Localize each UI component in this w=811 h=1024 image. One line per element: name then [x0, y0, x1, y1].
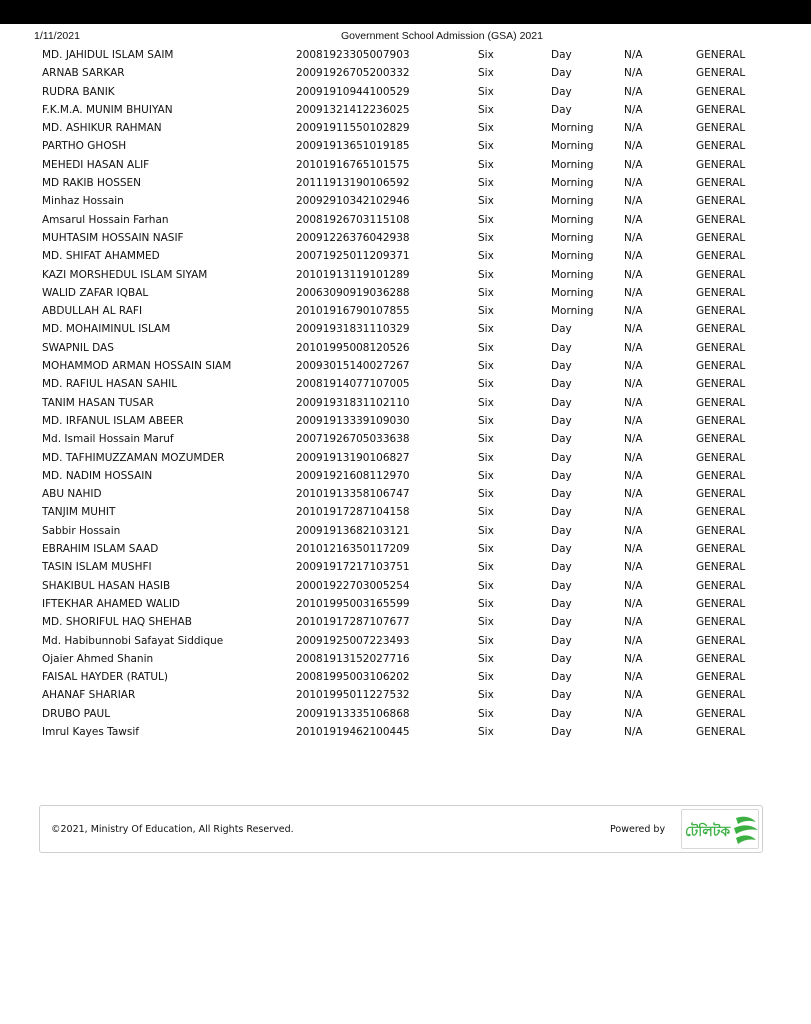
category-value: GENERAL — [696, 103, 746, 116]
shift-value: Day — [551, 469, 572, 482]
category-value: GENERAL — [696, 707, 746, 720]
roll-number: 20091921608112970 — [296, 469, 410, 482]
table-row — [0, 339, 811, 357]
student-name: Minhaz Hossain — [42, 195, 124, 208]
student-name: PARTHO GHOSH — [42, 140, 127, 153]
table-row — [0, 467, 811, 485]
roll-number: 20091911550102829 — [296, 122, 410, 135]
table-row — [0, 668, 811, 686]
shift-value: Day — [551, 543, 572, 556]
logo-swoosh-middle — [734, 825, 758, 834]
category-value: GENERAL — [696, 85, 746, 98]
table-row — [0, 595, 811, 613]
quota-value: N/A — [624, 177, 643, 190]
category-value: GENERAL — [696, 561, 746, 574]
shift-value: Day — [551, 561, 572, 574]
class-value: Six — [478, 725, 494, 738]
shift-value: Morning — [551, 177, 594, 190]
class-value: Six — [478, 286, 494, 299]
table-row — [0, 137, 811, 155]
quota-value: N/A — [624, 231, 643, 244]
class-value: Six — [478, 323, 494, 336]
shift-value: Day — [551, 488, 572, 501]
roll-number: 20091913335106868 — [296, 707, 410, 720]
category-value: GENERAL — [696, 250, 746, 263]
shift-value: Morning — [551, 231, 594, 244]
powered-by-text: Powered by — [610, 824, 666, 835]
student-name: MUHTASIM HOSSAIN NASIF — [42, 231, 184, 244]
quota-value: N/A — [624, 103, 643, 116]
quota-value: N/A — [624, 268, 643, 281]
roll-number: 20101913119101289 — [296, 268, 410, 281]
table-row — [0, 613, 811, 631]
category-value: GENERAL — [696, 323, 746, 336]
quota-value: N/A — [624, 414, 643, 427]
class-value: Six — [478, 616, 494, 629]
table-row — [0, 101, 811, 119]
student-name: Md. Ismail Hossain Maruf — [42, 433, 174, 446]
table-row — [0, 723, 811, 741]
table-row — [0, 577, 811, 595]
quota-value: N/A — [624, 85, 643, 98]
class-value: Six — [478, 579, 494, 592]
table-row — [0, 558, 811, 576]
class-value: Six — [478, 305, 494, 318]
table-row — [0, 686, 811, 704]
shift-value: Day — [551, 506, 572, 519]
logo-text: টেলিটক — [685, 824, 731, 840]
student-name: IFTEKHAR AHAMED WALID — [42, 597, 180, 610]
category-value: GENERAL — [696, 67, 746, 80]
shift-value: Morning — [551, 213, 594, 226]
table-row — [0, 229, 811, 247]
category-value: GENERAL — [696, 360, 746, 373]
class-value: Six — [478, 250, 494, 263]
category-value: GENERAL — [696, 231, 746, 244]
roll-number: 20091913651019185 — [296, 140, 410, 153]
quota-value: N/A — [624, 707, 643, 720]
roll-number: 20101995008120526 — [296, 341, 410, 354]
table-row — [0, 705, 811, 723]
category-value: GENERAL — [696, 195, 746, 208]
quota-value: N/A — [624, 286, 643, 299]
roll-number: 20081926703115108 — [296, 213, 410, 226]
student-name: AHANAF SHARIAR — [42, 689, 136, 702]
roll-number: 20101917287104158 — [296, 506, 410, 519]
roll-number: 20063090919036288 — [296, 286, 410, 299]
shift-value: Day — [551, 616, 572, 629]
category-value: GENERAL — [696, 396, 746, 409]
student-name: Ojaier Ahmed Shanin — [42, 652, 154, 665]
quota-value: N/A — [624, 49, 643, 61]
category-value: GENERAL — [696, 378, 746, 391]
quota-value: N/A — [624, 561, 643, 574]
table-row — [0, 83, 811, 101]
shift-value: Day — [551, 49, 572, 61]
class-value: Six — [478, 177, 494, 190]
student-name: SHAKIBUL HASAN HASIB — [42, 579, 171, 592]
shift-value: Day — [551, 579, 572, 592]
shift-value: Morning — [551, 250, 594, 263]
student-name: Sabbir Hossain — [42, 524, 121, 537]
table-row — [0, 284, 811, 302]
category-value: GENERAL — [696, 433, 746, 446]
class-value: Six — [478, 488, 494, 501]
shift-value: Day — [551, 414, 572, 427]
student-name: TANJIM MUHIT — [42, 506, 116, 519]
student-name: MD. JAHIDUL ISLAM SAIM — [42, 49, 174, 61]
table-row — [0, 46, 811, 64]
roll-number: 20101995011227532 — [296, 689, 410, 702]
roll-number: 20081914077107005 — [296, 378, 410, 391]
table-row — [0, 375, 811, 393]
quota-value: N/A — [624, 122, 643, 135]
shift-value: Day — [551, 524, 572, 537]
table-row — [0, 540, 811, 558]
table-row — [0, 650, 811, 668]
student-name: TANIM HASAN TUSAR — [42, 396, 154, 409]
logo-swoosh-top — [736, 817, 756, 824]
category-value: GENERAL — [696, 268, 746, 281]
roll-number: 20092910342102946 — [296, 195, 410, 208]
table-row — [0, 302, 811, 320]
student-name: WALID ZAFAR IQBAL — [42, 286, 149, 299]
student-name: F.K.M.A. MUNIM BHUIYAN — [42, 103, 173, 116]
table-row — [0, 522, 811, 540]
category-value: GENERAL — [696, 689, 746, 702]
category-value: GENERAL — [696, 451, 746, 464]
student-name: Imrul Kayes Tawsif — [42, 725, 139, 738]
student-name: ABDULLAH AL RAFI — [42, 305, 143, 318]
category-value: GENERAL — [696, 140, 746, 153]
class-value: Six — [478, 158, 494, 171]
quota-value: N/A — [624, 305, 643, 318]
shift-value: Morning — [551, 140, 594, 153]
quota-value: N/A — [624, 158, 643, 171]
shift-value: Day — [551, 360, 572, 373]
category-value: GENERAL — [696, 414, 746, 427]
table-row — [0, 430, 811, 448]
table-row — [0, 357, 811, 375]
category-value: GENERAL — [696, 122, 746, 135]
shift-value: Day — [551, 652, 572, 665]
shift-value: Day — [551, 67, 572, 80]
student-name: Md. Habibunnobi Safayat Siddique — [42, 634, 224, 647]
roll-number: 20091925007223493 — [296, 634, 410, 647]
page-title: Government School Admission (GSA) 2021 — [341, 30, 543, 42]
quota-value: N/A — [624, 213, 643, 226]
quota-value: N/A — [624, 323, 643, 336]
table-row — [0, 449, 811, 467]
quota-value: N/A — [624, 543, 643, 556]
shift-value: Morning — [551, 122, 594, 135]
table-row — [0, 211, 811, 229]
student-name: TASIN ISLAM MUSHFI — [42, 561, 152, 574]
class-value: Six — [478, 140, 494, 153]
top-bar — [0, 0, 811, 24]
roll-number: 20091910944100529 — [296, 85, 410, 98]
roll-number: 20091321412236025 — [296, 103, 410, 116]
student-name: KAZI MORSHEDUL ISLAM SIYAM — [42, 268, 208, 281]
roll-number: 20101995003165599 — [296, 597, 410, 610]
quota-value: N/A — [624, 396, 643, 409]
category-value: GENERAL — [696, 213, 746, 226]
shift-value: Day — [551, 634, 572, 647]
quota-value: N/A — [624, 488, 643, 501]
class-value: Six — [478, 634, 494, 647]
class-value: Six — [478, 561, 494, 574]
shift-value: Day — [551, 85, 572, 98]
quota-value: N/A — [624, 671, 643, 684]
copyright-text: ©2021, Ministry Of Education, All Rights Reserved. — [51, 824, 294, 835]
roll-number: 20091926705200332 — [296, 67, 410, 80]
shift-value: Morning — [551, 305, 594, 318]
quota-value: N/A — [624, 597, 643, 610]
roll-number: 20101216350117209 — [296, 543, 410, 556]
student-name: MD. IRFANUL ISLAM ABEER — [42, 414, 184, 427]
quota-value: N/A — [624, 67, 643, 80]
student-name: MD. TAFHIMUZZAMAN MOZUMDER — [42, 451, 225, 464]
table-row — [0, 192, 811, 210]
teletalk-logo[interactable] — [681, 809, 759, 849]
table-row — [0, 247, 811, 265]
class-value: Six — [478, 543, 494, 556]
class-value: Six — [478, 268, 494, 281]
roll-number: 20091913682103121 — [296, 524, 410, 537]
student-name: RUDRA BANIK — [42, 85, 115, 98]
roll-number: 20091917217103751 — [296, 561, 410, 574]
shift-value: Day — [551, 103, 572, 116]
shift-value: Day — [551, 378, 572, 391]
class-value: Six — [478, 524, 494, 537]
table-row — [0, 156, 811, 174]
class-value: Six — [478, 49, 494, 61]
roll-number: 20001922703005254 — [296, 579, 410, 592]
shift-value: Day — [551, 451, 572, 464]
roll-number: 20101917287107677 — [296, 616, 410, 629]
class-value: Six — [478, 231, 494, 244]
class-value: Six — [478, 67, 494, 80]
student-name: Amsarul Hossain Farhan — [42, 213, 169, 226]
roll-number: 20111913190106592 — [296, 177, 410, 190]
table-row — [0, 64, 811, 82]
roll-number: 20071925011209371 — [296, 250, 410, 263]
class-value: Six — [478, 652, 494, 665]
student-name: MEHEDI HASAN ALIF — [42, 158, 150, 171]
category-value: GENERAL — [696, 543, 746, 556]
shift-value: Morning — [551, 286, 594, 299]
table-row — [0, 266, 811, 284]
shift-value: Day — [551, 707, 572, 720]
print-date: 1/11/2021 — [34, 30, 80, 42]
table-row — [0, 394, 811, 412]
class-value: Six — [478, 213, 494, 226]
student-name: DRUBO PAUL — [42, 707, 111, 720]
roll-number: 20101919462100445 — [296, 725, 410, 738]
admission-list-table — [0, 46, 811, 741]
class-value: Six — [478, 341, 494, 354]
roll-number: 20091931831102110 — [296, 396, 410, 409]
class-value: Six — [478, 469, 494, 482]
table-row — [0, 632, 811, 650]
roll-number: 20081923305007903 — [296, 49, 410, 61]
category-value: GENERAL — [696, 579, 746, 592]
shift-value: Day — [551, 341, 572, 354]
table-row — [0, 174, 811, 192]
class-value: Six — [478, 195, 494, 208]
category-value: GENERAL — [696, 469, 746, 482]
shift-value: Morning — [551, 268, 594, 281]
category-value: GENERAL — [696, 341, 746, 354]
quota-value: N/A — [624, 341, 643, 354]
quota-value: N/A — [624, 360, 643, 373]
roll-number: 20081913152027716 — [296, 652, 410, 665]
shift-value: Day — [551, 597, 572, 610]
class-value: Six — [478, 378, 494, 391]
category-value: GENERAL — [696, 49, 746, 61]
quota-value: N/A — [624, 524, 643, 537]
quota-value: N/A — [624, 195, 643, 208]
quota-value: N/A — [624, 616, 643, 629]
class-value: Six — [478, 85, 494, 98]
table-row — [0, 320, 811, 338]
logo-icon — [682, 810, 760, 850]
roll-number: 20101916765101575 — [296, 158, 410, 171]
student-name: MD. RAFIUL HASAN SAHIL — [42, 378, 178, 391]
student-name: SWAPNIL DAS — [42, 341, 114, 354]
category-value: GENERAL — [696, 506, 746, 519]
class-value: Six — [478, 414, 494, 427]
shift-value: Morning — [551, 158, 594, 171]
shift-value: Day — [551, 396, 572, 409]
quota-value: N/A — [624, 469, 643, 482]
table-row — [0, 485, 811, 503]
class-value: Six — [478, 671, 494, 684]
student-name: MD. MOHAIMINUL ISLAM — [42, 323, 171, 336]
quota-value: N/A — [624, 634, 643, 647]
category-value: GENERAL — [696, 725, 746, 738]
student-name: MD. SHORIFUL HAQ SHEHAB — [42, 616, 192, 629]
footer — [39, 805, 763, 853]
student-name: MD. SHIFAT AHAMMED — [42, 250, 160, 263]
category-value: GENERAL — [696, 652, 746, 665]
student-name: ARNAB SARKAR — [42, 67, 125, 80]
roll-number: 20081995003106202 — [296, 671, 410, 684]
table-row — [0, 119, 811, 137]
student-name: MD. NADIM HOSSAIN — [42, 469, 153, 482]
student-name: MD. ASHIKUR RAHMAN — [42, 122, 162, 135]
roll-number: 20091931831110329 — [296, 323, 410, 336]
category-value: GENERAL — [696, 158, 746, 171]
class-value: Six — [478, 433, 494, 446]
shift-value: Day — [551, 323, 572, 336]
quota-value: N/A — [624, 378, 643, 391]
table-row — [0, 412, 811, 430]
class-value: Six — [478, 597, 494, 610]
shift-value: Day — [551, 671, 572, 684]
quota-value: N/A — [624, 689, 643, 702]
shift-value: Day — [551, 433, 572, 446]
student-name: ABU NAHID — [42, 488, 102, 501]
category-value: GENERAL — [696, 488, 746, 501]
quota-value: N/A — [624, 250, 643, 263]
quota-value: N/A — [624, 579, 643, 592]
table-row — [0, 503, 811, 521]
quota-value: N/A — [624, 433, 643, 446]
category-value: GENERAL — [696, 597, 746, 610]
roll-number: 20091913190106827 — [296, 451, 410, 464]
student-name: MD RAKIB HOSSEN — [42, 177, 142, 190]
roll-number: 20101913358106747 — [296, 488, 410, 501]
category-value: GENERAL — [696, 177, 746, 190]
roll-number: 20071926705033638 — [296, 433, 410, 446]
class-value: Six — [478, 122, 494, 135]
class-value: Six — [478, 396, 494, 409]
logo-swoosh-bottom — [736, 835, 756, 844]
category-value: GENERAL — [696, 616, 746, 629]
student-name: EBRAHIM ISLAM SAAD — [42, 543, 159, 556]
class-value: Six — [478, 451, 494, 464]
quota-value: N/A — [624, 652, 643, 665]
category-value: GENERAL — [696, 305, 746, 318]
print-header — [0, 30, 811, 44]
shift-value: Day — [551, 725, 572, 738]
quota-value: N/A — [624, 725, 643, 738]
roll-number: 20093015140027267 — [296, 360, 410, 373]
category-value: GENERAL — [696, 524, 746, 537]
student-name: MOHAMMOD ARMAN HOSSAIN SIAM — [42, 360, 232, 373]
roll-number: 20091913339109030 — [296, 414, 410, 427]
quota-value: N/A — [624, 506, 643, 519]
class-value: Six — [478, 689, 494, 702]
quota-value: N/A — [624, 451, 643, 464]
category-value: GENERAL — [696, 671, 746, 684]
student-name: FAISAL HAYDER (RATUL) — [42, 671, 168, 684]
quota-value: N/A — [624, 140, 643, 153]
shift-value: Morning — [551, 195, 594, 208]
shift-value: Day — [551, 689, 572, 702]
category-value: GENERAL — [696, 286, 746, 299]
roll-number: 20101916790107855 — [296, 305, 410, 318]
class-value: Six — [478, 360, 494, 373]
class-value: Six — [478, 707, 494, 720]
class-value: Six — [478, 103, 494, 116]
roll-number: 20091226376042938 — [296, 231, 410, 244]
category-value: GENERAL — [696, 634, 746, 647]
class-value: Six — [478, 506, 494, 519]
